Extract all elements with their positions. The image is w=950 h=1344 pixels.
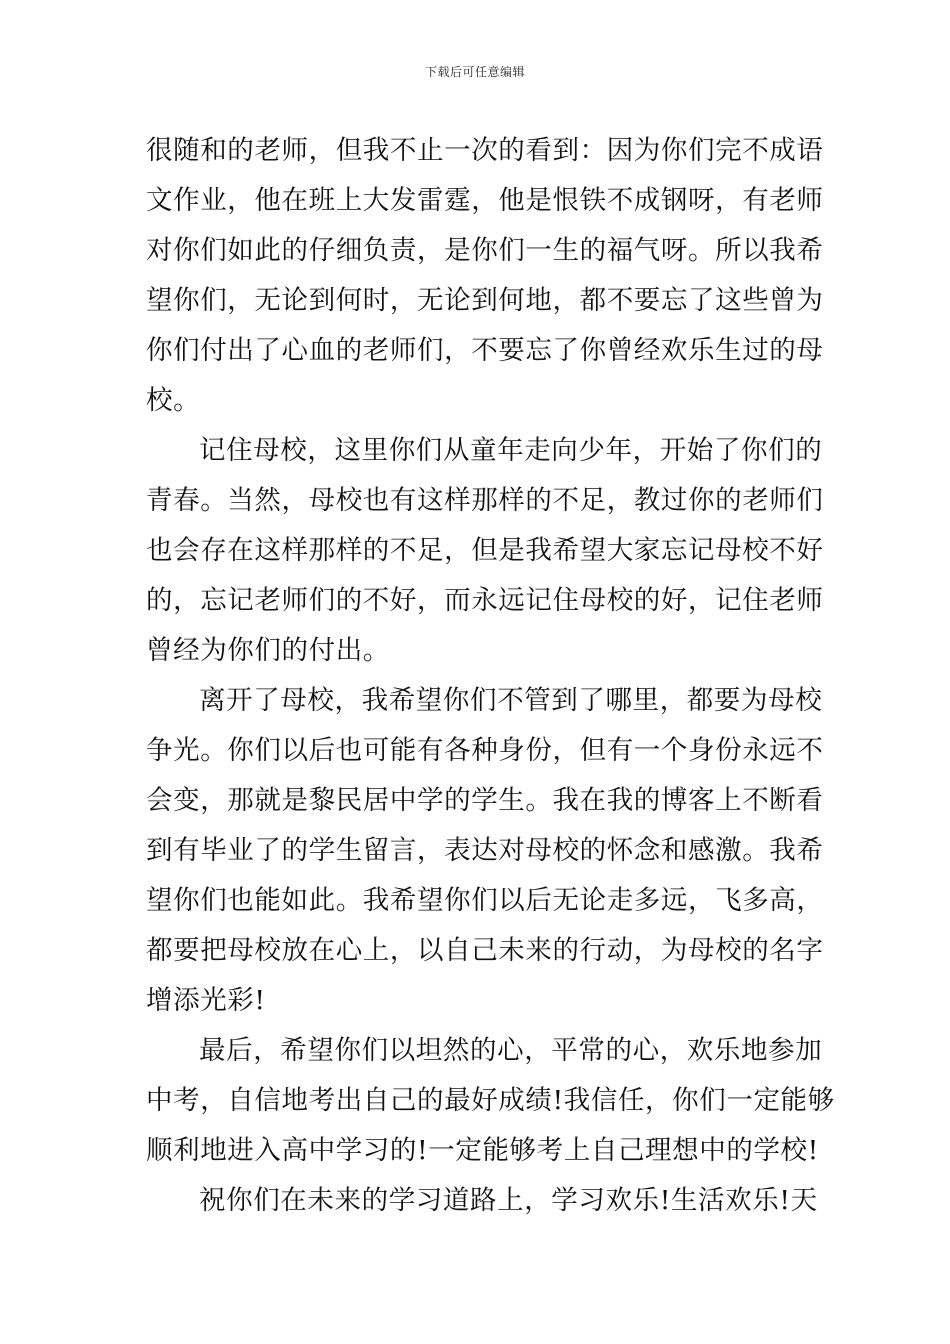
- paragraph-5: [146, 1176, 818, 1226]
- text-line-first: 离开了母校，我希望你们不管到了哪里，都要为母校: [199, 685, 823, 716]
- text-line-first: 记住母校，这里你们从童年走向少年，开始了你们的: [199, 435, 823, 466]
- text-line: 到有毕业了的学生留言，表达对母校的怀念和感激。我希: [146, 835, 824, 866]
- text-line: 顺利地进入高中学习的!一定能够考上自己理想中的学校!: [146, 1135, 819, 1166]
- paragraph-2: [146, 426, 824, 676]
- text-line: 望你们，无论到何时，无论到何地，都不要忘了这些曾为: [146, 285, 824, 316]
- text-line-first: 祝你们在未来的学习道路上，学习欢乐!生活欢乐!天: [199, 1185, 818, 1216]
- text-line: 文作业，他在班上大发雷霆，他是恨铁不成钢呀，有老师: [146, 185, 824, 216]
- text-line: 你们付出了心血的老师们，不要忘了你曾经欢乐生过的母: [146, 335, 824, 366]
- text-line: 增添光彩!: [146, 985, 266, 1016]
- body-text: [146, 126, 835, 1226]
- text-line: 会变，那就是黎民居中学的学生。我在我的博客上不断看: [146, 785, 824, 816]
- text-line: 中考，自信地考出自己的最好成绩!我信任，你们一定能够: [146, 1085, 835, 1116]
- text-line: 曾经为你们的付出。: [146, 635, 390, 666]
- text-line: 校。: [146, 385, 201, 416]
- text-line: 望你们也能如此。我希望你们以后无论走多远，飞多高，: [146, 885, 824, 916]
- header-note: 下载后可任意编辑: [424, 65, 525, 79]
- text-line: 对你们如此的仔细负责，是你们一生的福气呀。所以我希: [146, 235, 824, 266]
- paragraph-4: [146, 1026, 835, 1176]
- paragraph-1: [146, 126, 824, 426]
- text-line: 也会存在这样那样的不足，但是我希望大家忘记母校不好: [146, 535, 824, 566]
- text-line: 争光。你们以后也可能有各种身份，但有一个身份永远不: [146, 735, 824, 766]
- text-line: 都要把母校放在心上，以自己未来的行动，为母校的名字: [146, 935, 824, 966]
- paragraph-3: [146, 676, 824, 1026]
- text-line-first: 最后，希望你们以坦然的心，平常的心，欢乐地参加: [199, 1035, 823, 1066]
- text-line: 很随和的老师，但我不止一次的看到：因为你们完不成语: [146, 135, 824, 166]
- text-line: 青春。当然，母校也有这样那样的不足，教过你的老师们: [146, 485, 824, 516]
- text-line: 的，忘记老师们的不好，而永远记住母校的好，记住老师: [146, 585, 824, 616]
